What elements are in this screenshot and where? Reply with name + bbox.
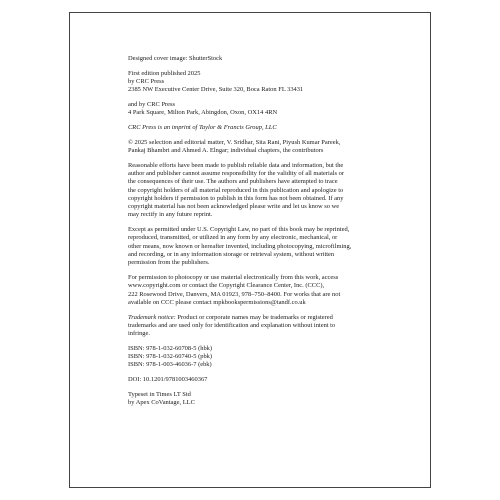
copyright-text-block — [128, 55, 390, 407]
trademark-label: Trademark notice: — [128, 313, 176, 321]
imprint-line: CRC Press is an imprint of Taylor & Francis Group, LLC — [128, 123, 277, 131]
edition-info: First edition published 2025 by CRC Press 2385 NW Executive Center Drive, Suite 320, Boca Raton FL 33431 — [128, 69, 304, 94]
cover-credit: Designed cover image: ShutterStock — [128, 55, 223, 62]
permission-paragraph: For permission to photocopy or use material electronically from this work, access www.copyright.com or contact the Copyright Clearance Center, Inc. (CCC), 222 Rosewood Drive, Danvers, MA 01923, 978–750–8400. For works that are not available on CCC please contact mpkbookspermissions@tandf.co.uk — [128, 273, 341, 306]
trademark-notice: Trademark notice: Product or corporate names may be trademarks or registered trademarks and are used only for identification and explanation without intent to infringe. — [128, 313, 336, 338]
copyright-page — [69, 12, 431, 488]
second-publisher: and by CRC Press 4 Park Square, Milton Park, Abingdon, Oxon, OX14 4RN — [128, 100, 278, 117]
typeset-info: Typeset in Times LT Std by Apex CoVantage, LLC — [128, 390, 195, 407]
except-paragraph: Except as permitted under U.S. Copyright Law, no part of this book may be reprinted, reproduced, transmitted, or utilized in any form by any electronic, mechanical, or other means, now known or hereafter invented, including photocopying, microfilming, and recording, or in any information storage or retrieval system, without written permission from the publishers. — [128, 226, 352, 267]
reasonable-efforts-paragraph: Reasonable efforts have been made to publish reliable data and information, but the author and publisher cannot assume responsibility for the validity of all materials or the consequences of their use. The authors and publishers have attempted to trace the copyright holders of all material reproduced in this publication and apologize to copyright holders if permission to publish in this form has not been obtained. If any copyright material has not been acknowledged please write and let us know so we may rectify in any future reprint. — [128, 161, 344, 219]
copyright-notice: © 2025 selection and editorial matter, V. Sridhar, Sita Rani, Piyush Kumar Pareek, Pankaj Bhambri and Ahmed A. Elngar; individual chapters, the contributors — [128, 138, 341, 154]
doi-line: DOI: 10.1201/9781003460367 — [128, 376, 208, 384]
isbn-list: ISBN: 978-1-032-60708-5 (hbk) ISBN: 978-1-032-60740-5 (pbk) ISBN: 978-1-003-46036-7 (ebk) — [128, 344, 213, 369]
